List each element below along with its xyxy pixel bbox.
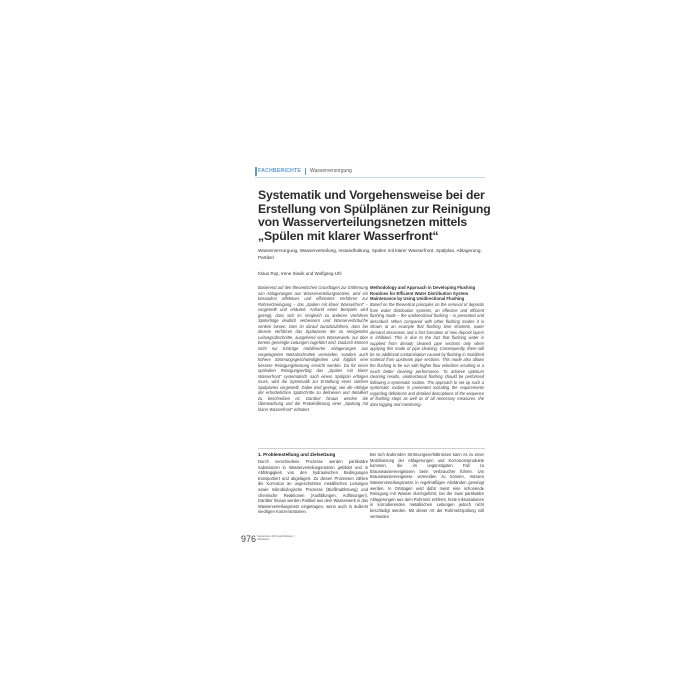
footer-meta: September 2014 gwf-Wasser | Abwasser [257, 534, 295, 542]
header-separator [305, 168, 306, 175]
section-heading: 1. Problemstellung und Zielsetzung [258, 452, 336, 457]
article-title: Systematik und Vorgehensweise bei der Erstellung von Spülplänen zur Reinigung von Wasserverteilungsnetzen mittels „Spülen mit klarer Wasserfront“ [258, 188, 491, 243]
section-label: FACHBERICHTE [258, 168, 302, 174]
page-number: 976 [241, 534, 257, 544]
body-text-left: Durch verschiedene Prozesse werden partikuläre Substanzen in Wasserverteilungsnetzen gebildet und in Abhängigkeit von den hydraulischen Bedingungen transportiert und abgelagert. Zu diesen Prozessen zählen die Korrosion an ungeschützten metallischen Leitungen sowie mikrobiologische Prozesse (Biofilmablösung) und chemische Reaktionen (Ausfällungen, Auflösungen). Darüber hinaus werden Partikel aus dem Wasserwerk in das Wasserverteilungsnetz eingetragen, wenn auch in äußerst niedrigen Konzentrationen. [258, 459, 368, 515]
abstract-english: Based on the theoretical principles on the removal of deposits from water distribution systems, an effective and efficient flushing mode – the unidirectional flushing – is presented and described. When compared with other flushing modes it is shown at an example that flushing time shortens, water demand decreases and a fast formation of new deposit layers is inhibited. This is due to the fact that flushing water is supplied from already cleaned pipe sections only when applying this mode of pipe cleaning. Consequently, there will be no additional contamination caused by flushing in mobilized material from upstream pipe sections. This mode also allows the flushing to be run with higher flow velocities resulting in a much better cleaning performance. To achieve optimum cleaning results, unidirectional flushing should be performed following a systematic routine. The approach to set up such a systematic routine is presented including the requirements regarding definitions and detailed descriptions of the sequence of flushing steps as well as of all necessary measures, the data logging and monitoring. [370, 302, 484, 407]
abstract-german: Basierend auf den theoretischen Grundlagen zur Entfernung von Ablagerungen aus Wasserverteilungsnetzen, wird ein besonders effektives und effizientes Verfahren zur Rohrnetzreinigung – das „Spülen mit klarer Wasserfront“ – vorgestellt und erläutert. Anhand eines Beispiels wird gezeigt, dass sich im Vergleich zu anderen Verfahren Spülerfolge deutlich verbessern und Wasserverbräuche senken lassen. Dies ist darauf zurückzuführen, dass bei diesem Verfahren das Spülwasser der zu reinigenden Leitungsabschnitte, ausgehend vom Wasserwerk, nur über bereits gereinigte Leitungen zugeführt wird. Dadurch können nicht nur Einträge mobilisierter Ablagerungen aus vorgelagerten Netzabschnitten vermieden, sondern auch höhere Strömungsgeschwindigkeiten und folglich eine bessere Reinigungsleistung erreicht werden. Da für einen optimalen Reinigungserfolg das „Spülen mit klarer Wasserfront“ systematisch nach einem Spülplan erfolgen muss, wird die Systematik zur Erstellung eines solchen Spülplanes vorgestellt. Dabei wird gezeigt, wie die Abfolge der erforderlichen Spülschritte zu definieren und detailliert zu beschreiben ist. Darüber hinaus werden die Überwachung und die Protokollierung einer „Spülung mit klarer Wasserfront“ erläutert. [258, 285, 368, 413]
header-accent-rule [255, 167, 257, 176]
header-underline [255, 177, 485, 178]
authors: Klaus Rojt, Irene Slavik und Wolfgang Uhl [258, 271, 342, 276]
topic-label: Wasserversorgung [310, 168, 352, 174]
keywords: Wasserversorgung, Wasserverteilung, Instandhaltung, Spülen mit klarer Wasserfront, Spülplan, Ablagerung, Partikel [258, 248, 482, 260]
body-text-right: Bei sich ändernden Strömungsverhältnissen kann es zu einer Mobilisierung der Ablagerungen und Korrosionsprodukte kommen, die im ungünstigsten Fall zu Braunwasserereignissen beim Verbraucher führen. Um Braunwasserereignisse vermeiden zu können, müssen Wasserverteilungsnetze in regelmäßigen Abständen gereinigt werden. In Ortslagen wird dafür meist eine schonende Reinigung mit Wasser durchgeführt, bei der zwar partikuläre Ablagerungen aus dem Rohrnetz entfernt, feste Inkrustationen in korrodierenden metallischen Leitungen jedoch nicht beschädigt werden. Mit dieser Art der Rohrnetzspülung soll vermieden [370, 452, 484, 519]
abstract-english-title: Methodology and Approach in Developing Flushing Routines for Efficient Water Distribution System Maintenance by Using Unidirectional Flushing [370, 285, 476, 302]
running-header [258, 166, 352, 176]
section-divider [258, 448, 485, 449]
